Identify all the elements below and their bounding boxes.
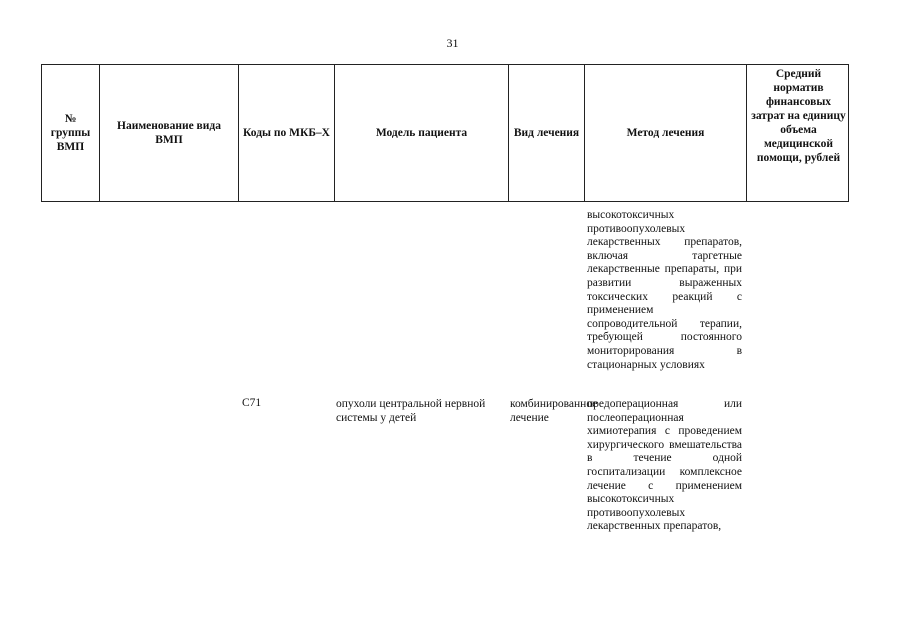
row-2-patient-model: опухоли центральной нервной системы у детей <box>336 398 486 424</box>
header-treatment-type: Вид лечения <box>509 65 585 201</box>
table-header <box>41 64 849 202</box>
page-number: 31 <box>446 36 459 50</box>
header-patient-model: Модель пациента <box>335 65 509 201</box>
header-average-cost: Средний норматив финансовых затрат на единицу объема медицинской помощи, рублей <box>751 68 846 164</box>
header-group-number: № группы ВМП <box>42 65 100 201</box>
row-2-treatment-method: предоперационная или послеоперационная химиотерапия с проведением хирургического вмешательства в течение одной госпитализации комплексное лечение с применением высокотоксичных противоопухолевых лекарственных препаратов, <box>587 398 742 533</box>
header-mkb-codes: Коды по МКБ–Х <box>239 65 335 201</box>
header-vmp-name: Наименование вида ВМП <box>100 65 239 201</box>
row-2-treatment-type: комбинированное лечение <box>510 398 598 424</box>
header-treatment-method: Метод лечения <box>585 65 747 201</box>
row-2-mkb-code: C71 <box>242 397 262 409</box>
row-1-treatment-method: высокотоксичных противоопухолевых лекарственных препаратов, включая таргетные лекарственные препараты, при развитии выраженных токсических реакций с применением сопроводительной терапии, требующей постоянного мониторирования в стационарных условиях <box>587 209 742 371</box>
